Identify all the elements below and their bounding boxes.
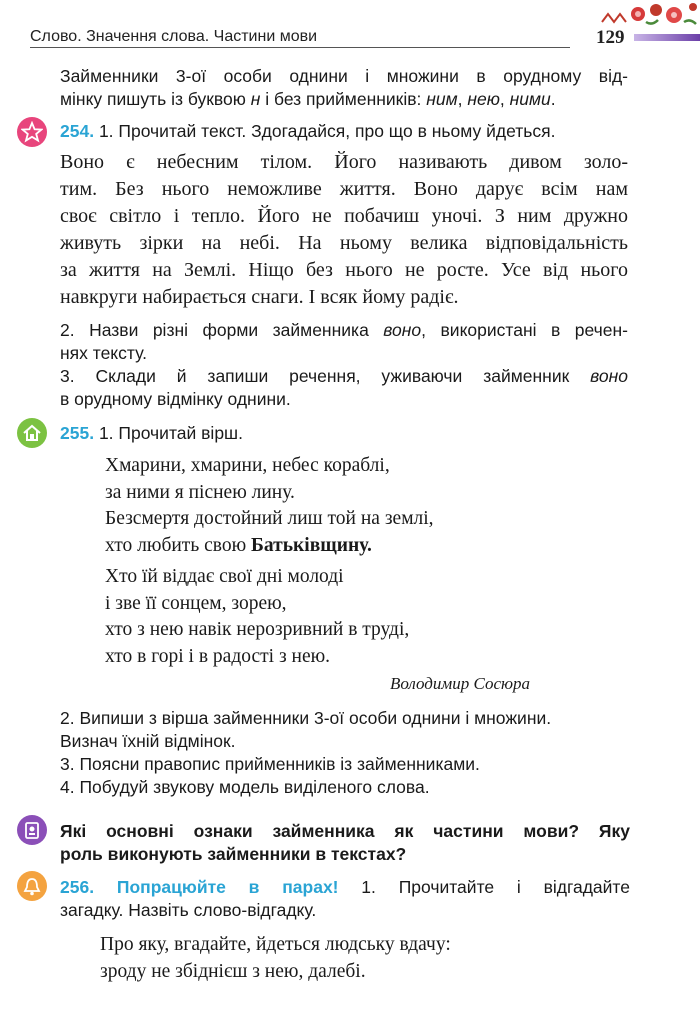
exercise-256-line-1: 256. Попрацюйте в парах! 1. Прочитайте і відгадайте: [60, 877, 630, 897]
riddle: [100, 932, 620, 985]
poem-line: Хмарини, хмарини, небес кораблі,: [105, 455, 390, 476]
rule-example-2: нею: [467, 89, 500, 109]
exercise-255-number: 255.: [60, 423, 95, 443]
running-title: Слово. Значення слова. Частини мови: [30, 28, 318, 45]
text-line: живуть зірки на небі. На ньому велика відповідальність: [60, 232, 628, 254]
header-rule: [30, 47, 570, 48]
highlighted-word: Батьківщину.: [251, 534, 372, 556]
rule-line-1: Займенники 3-ої особи однини і множини в орудному від-: [60, 66, 628, 86]
exercise-254-number: 254.: [60, 121, 95, 141]
question-block: [60, 820, 630, 866]
poem-stanza-2: [105, 564, 585, 670]
poem-line: хто любить свою Батьківщину.: [105, 534, 372, 556]
question-book-icon: [17, 815, 47, 845]
task-2-line-1: 2. Назви різні форми займенника воно, використані в речен-: [60, 320, 628, 340]
rule-paragraph: [60, 65, 628, 111]
poem-line: і зве її сонцем, зорею,: [105, 592, 287, 614]
rule-letter: н: [250, 89, 261, 109]
poem-author: Володимир Сосюра: [389, 674, 530, 693]
task-2-line-2: нях тексту.: [60, 343, 147, 363]
rule-example-3: ними: [509, 89, 551, 109]
task-line: 4. Побудуй звукову модель виділеного слова.: [60, 777, 430, 797]
poem-line: за ними я піснею лину.: [105, 481, 295, 503]
exercise-255-header: [60, 422, 630, 445]
task-3-line-2: в орудному відмінку однини.: [60, 389, 291, 409]
star-icon: [17, 117, 47, 147]
house-icon: [17, 418, 47, 448]
pair-work-label: Попрацюйте в парах!: [116, 877, 339, 897]
folk-ornament-icon: [598, 0, 700, 30]
exercise-254-text: [60, 149, 628, 311]
text-line: за життя на Землі. Ніщо без нього не росте. Усе від нього: [60, 259, 628, 281]
question-line-2: роль виконують займенники в текстах?: [60, 844, 407, 864]
pair-work-icon: [17, 871, 47, 901]
exercise-254-tasks: [60, 319, 628, 411]
text-line: навкруги набирається снаги. І всяк йому радіє.: [60, 286, 459, 308]
poem-line: хто в горі і в радості з нею.: [105, 645, 331, 667]
task-line: 3. Поясни правопис прийменників із займенниками.: [60, 754, 480, 774]
exercise-255-tasks: [60, 707, 630, 799]
purple-bar: [634, 34, 700, 41]
exercise-256-line-2: загадку. Назвіть слово-відгадку.: [60, 900, 317, 920]
rule-example-1: ним: [426, 89, 458, 109]
poem-line: хто з нею навік нерозривний в труді,: [105, 619, 410, 640]
riddle-line: зроду не збіднієш з нею, далебі.: [100, 960, 366, 982]
exercise-254-task-1: 1. Прочитай текст. Здогадайся, про що в ньому йдеться.: [98, 121, 556, 141]
exercise-256-header: [60, 876, 630, 922]
text-line: Воно є небесним тілом. Його називають дивом золо-: [60, 151, 628, 173]
exercise-254-header: [60, 120, 630, 143]
task-line: 2. Випиши з вірша займенники 3-ої особи однини і множини.: [60, 708, 552, 728]
exercise-256-number: 256.: [60, 877, 95, 897]
page-header: [0, 0, 700, 60]
task-3-line-1: 3. Склади й запиши речення, уживаючи займенник воно: [60, 366, 628, 386]
text-line: своє світло і тепло. Його не побачиш уночі. З ним дружно: [60, 205, 628, 227]
task-line: Визнач їхній відмінок.: [60, 731, 236, 751]
rule-line-2: мінку пишуть із буквою н і без прийменників: ним, нею, ними.: [60, 89, 556, 109]
poem-stanza-1: [105, 453, 585, 559]
question-line-1: Які основні ознаки займенника як частини мови? Яку: [60, 821, 630, 841]
text-line: тим. Без нього неможливе життя. Воно дарує всім нам: [60, 178, 628, 200]
poem-line: Безсмертя достойний лиш той на землі,: [105, 508, 434, 529]
page-number: 129: [596, 27, 625, 48]
poem-line: Хто їй віддає свої дні молоді: [105, 566, 344, 587]
exercise-255-task-1: 1. Прочитай вірш.: [98, 423, 243, 443]
riddle-line: Про яку, вгадайте, йдеться людську вдачу:: [100, 934, 451, 955]
